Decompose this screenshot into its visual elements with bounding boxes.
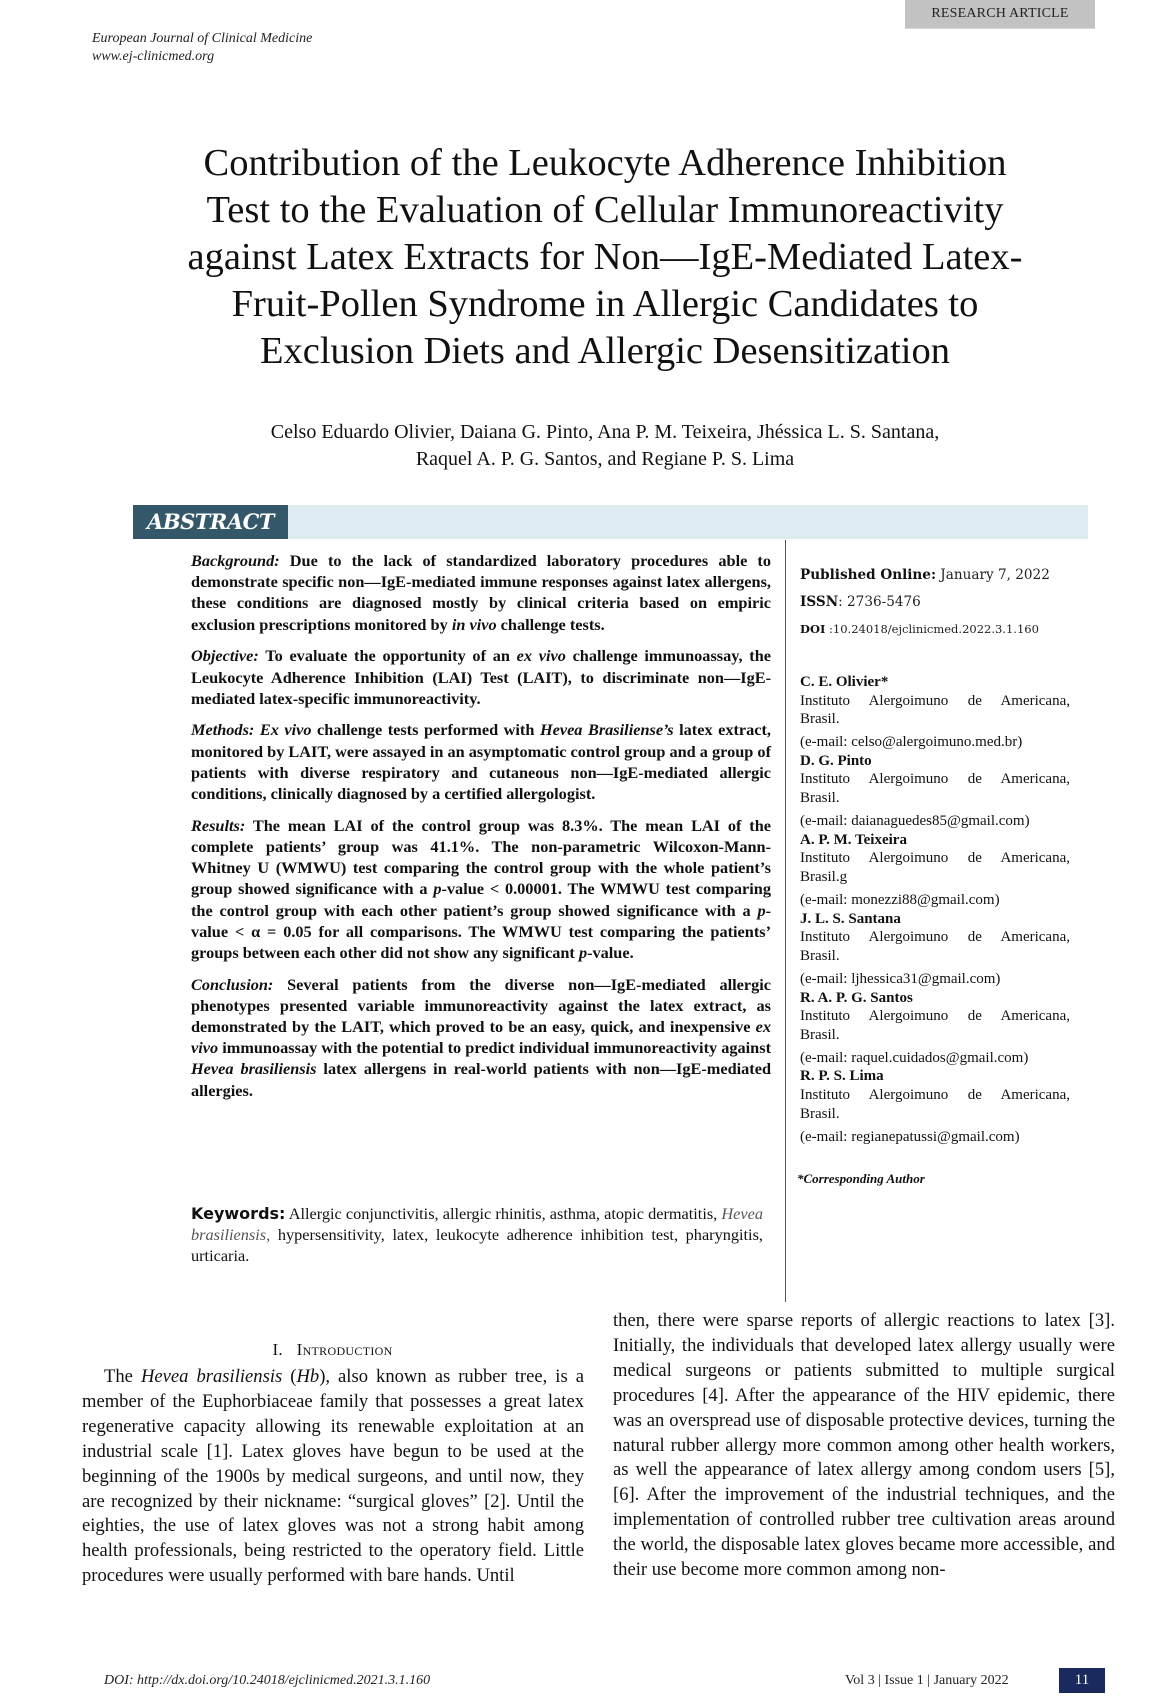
footer-doi[interactable]: DOI: http://dx.doi.org/10.24018/ejclinicmed.2021.3.1.160 <box>104 1673 431 1688</box>
affiliation-country: Brasil. <box>800 947 840 964</box>
section-heading-introduction: I. Introduction <box>272 1340 393 1359</box>
affiliation-name: R. A. P. G. Santos <box>800 989 913 1006</box>
affiliation-institution: Instituto Alergoimuno de Americana, <box>800 850 1070 867</box>
article-title <box>120 140 1090 375</box>
affiliation-item <box>800 989 1070 1068</box>
abstract-results: Results: The mean LAI of the control group was 8.3%. The mean LAI of the complete patients’ group was 41.1%. The non-parametric Wilcoxon-Mann-Whitney U (WMWU) test comparing the control group with the whole patient’s group showed significance with a p-value < 0.00001. The WMWU test comparing the control group with each other patient’s group showed significance with a p-value < α = 0.05 for all comparisons. The WMWU test comparing the patients’ groups between each other did not show any significant p-value. <box>191 815 771 962</box>
affiliation-name: J. L. S. Santana <box>800 910 901 927</box>
affiliation-item <box>800 673 1070 752</box>
affiliation-name: A. P. M. Teixeira <box>800 831 907 848</box>
authors-line: Raquel A. P. G. Santos, and Regiane P. S. Lima <box>415 448 795 470</box>
affiliation-item <box>800 1067 1070 1146</box>
affiliation-institution: Instituto Alergoimuno de Americana, <box>800 1086 1070 1103</box>
journal-url[interactable]: www.ej-clinicmed.org <box>92 49 215 64</box>
corresponding-author-note: *Corresponding Author <box>797 1171 925 1186</box>
affiliation-country: Brasil. <box>800 1105 840 1122</box>
doi: DOI :10.24018/ejclinicmed.2022.3.1.160 <box>800 622 1039 636</box>
authors-line: Celso Eduardo Olivier, Daiana G. Pinto, Ana P. M. Teixeira, Jhéssica L. S. Santana, <box>270 421 940 443</box>
title-line: against Latex Extracts for Non—IgE-Mediated Latex- <box>187 236 1023 278</box>
affiliation-name: C. E. Olivier* <box>800 674 889 690</box>
affiliation-email[interactable]: (e-mail: ljhessica31@gmail.com) <box>800 970 1001 987</box>
journal-info <box>92 30 312 66</box>
affiliation-email[interactable]: (e-mail: daianaguedes85@gmail.com) <box>800 813 1030 830</box>
issn: ISSN: 2736-5476 <box>800 594 921 610</box>
page-number: 11 <box>1059 1668 1105 1693</box>
abstract-body <box>191 550 771 1111</box>
title-line: Contribution of the Leukocyte Adherence Inhibition <box>203 142 1007 184</box>
abstract-background: Background: Due to the lack of standardized laboratory procedures able to demonstrate specific non—IgE-mediated immune responses against latex allergens, these conditions are diagnosed mostly by clinical criteria based on empiric exclusion prescriptions monitored by in vivo challenge tests. <box>191 551 771 634</box>
abstract-objective: Objective: To evaluate the opportunity of an ex vivo challenge immunoassay, the Leukocyte Adherence Inhibition (LAI) Test (LAIT), to discriminate non—IgE-mediated latex-specific immunoreactivity. <box>191 646 771 708</box>
affiliation-name: D. G. Pinto <box>800 752 872 769</box>
affiliation-email[interactable]: (e-mail: regianepatussi@gmail.com) <box>800 1128 1020 1145</box>
abstract-conclusion: Conclusion: Several patients from the diverse non—IgE-mediated allergic phenotypes presented variable immunoreactivity against the latex extract, as demonstrated by the LAIT, which proved to be an easy, quick, and inexpensive ex vivo immunoassay with the potential to predict individual immunoreactivity against Hevea brasiliensis latex allergens in real-world patients with non—IgE-mediated allergies. <box>191 974 771 1100</box>
affiliation-name: R. P. S. Lima <box>800 1068 884 1085</box>
intro-column-right <box>613 1309 1115 1583</box>
keywords-label: Keywords: <box>191 1204 286 1223</box>
affiliation-country: Brasil.g <box>800 868 848 885</box>
abstract-methods: Methods: Ex vivo challenge tests performed with Hevea Brasiliense’s latex extract, monitored by LAIT, were assayed in an asymptomatic control group and a group of patients with diverse respiratory and cutaneous non—IgE-mediated allergic conditions, clinically diagnosed by a certified allergologist. <box>191 720 772 804</box>
affiliation-item <box>800 910 1070 989</box>
affiliation-item <box>800 752 1070 831</box>
column-divider <box>785 540 786 1302</box>
journal-name: European Journal of Clinical Medicine <box>92 31 313 46</box>
intro-column-left <box>82 1365 584 1589</box>
affiliation-country: Brasil. <box>800 1026 840 1043</box>
title-line: Test to the Evaluation of Cellular Immunoreactivity <box>206 189 1004 231</box>
affiliation-list <box>800 673 1070 1146</box>
publication-info <box>800 566 1070 647</box>
intro-paragraph-continued: then, there were sparse reports of allergic reactions to latex [3]. Initially, the individuals that developed latex allergy usually were medical surgeons or patients submitted to multiple surgical procedures [4]. After the appearance of the HIV epidemic, there was an overspread use of disposable protective devices, turning the natural rubber allergy more common among other health workers, as well the appearance of latex allergy among condom users [5], [6]. After the improvement of the industrial techniques, and the implementation of controlled rubber tree cultivation areas around the world, the disposable latex gloves became more accessible, and their use become more common among non- <box>613 1310 1115 1581</box>
author-list <box>120 419 1090 473</box>
affiliation-email[interactable]: (e-mail: celso@alergoimuno.med.br) <box>800 734 1023 751</box>
affiliation-institution: Instituto Alergoimuno de Americana, <box>800 929 1070 946</box>
title-line: Fruit-Pollen Syndrome in Allergic Candidates to <box>231 283 979 325</box>
affiliation-institution: Instituto Alergoimuno de Americana, <box>800 1008 1070 1025</box>
affiliation-item <box>800 831 1070 910</box>
affiliation-email[interactable]: (e-mail: monezzi88@gmail.com) <box>800 892 1000 909</box>
affiliation-institution: Instituto Alergoimuno de Americana, <box>800 771 1070 788</box>
affiliation-country: Brasil. <box>800 711 840 728</box>
keywords: Keywords: Allergic conjunctivitis, allergic rhinitis, asthma, atopic dermatitis, Hevea brasiliensis, hypersensitivity, latex, leukocyte adherence inhibition test, pharyngitis, urticaria. <box>191 1204 763 1265</box>
affiliation-institution: Instituto Alergoimuno de Americana, <box>800 692 1070 709</box>
published-online: Published Online: January 7, 2022 <box>800 567 1050 583</box>
abstract-heading: ABSTRACT <box>133 505 288 539</box>
affiliation-email[interactable]: (e-mail: raquel.cuidados@gmail.com) <box>800 1049 1029 1066</box>
article-type-label: RESEARCH ARTICLE <box>905 0 1095 29</box>
affiliation-country: Brasil. <box>800 790 840 807</box>
intro-paragraph: The Hevea brasiliensis (Hb), also known as rubber tree, is a member of the Euphorbiaceae family that possesses a great latex regenerative capacity allowing its renewable exploitation at an industrial scale [1]. Latex gloves have begun to be used at the beginning of the 1900s by medical surgeons, and until now, they are recognized by their nickname: “surgical gloves” [2]. Until the eighties, the use of latex gloves was not a strong habit among health professionals, being restricted to the operatory field. Little procedures were usually performed with bare hands. Until <box>82 1366 584 1587</box>
title-line: Exclusion Diets and Allergic Desensitization <box>259 330 950 372</box>
footer-volume-issue: Vol 3 | Issue 1 | January 2022 <box>845 1673 1009 1688</box>
